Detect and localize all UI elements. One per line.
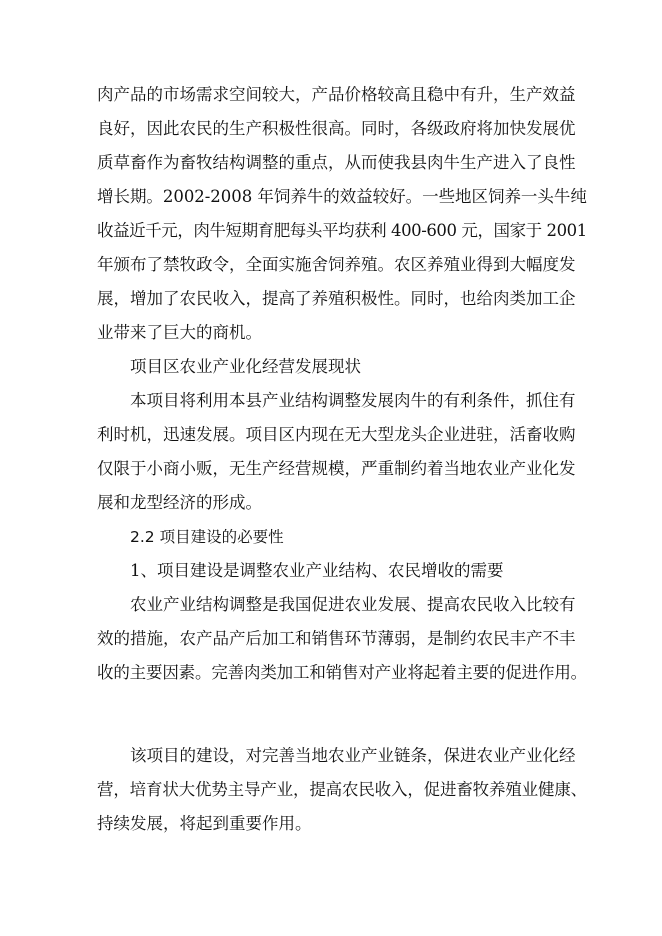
text-line: 展和龙型经济的形成。 xyxy=(97,493,262,512)
text-line: 仅限于小商小贩，无生产经营规模，严重制约着当地农业产业化发 xyxy=(97,459,576,478)
paragraph-gap xyxy=(97,690,587,739)
text-line: 本项目将利用本县产业结构调整发展肉牛的有利条件，抓住有 xyxy=(130,391,576,410)
text-line: 利时机，迅速发展。项目区内现在无大型龙头企业进驻，活畜收购 xyxy=(97,425,576,444)
subsection-title: 1、项目建设是调整农业产业结构、农民增收的需要 xyxy=(130,561,504,580)
text-line: 营，培育状大优势主导产业，提高农民收入，促进畜牧养殖业健康、 xyxy=(97,780,588,799)
text-line: 农业产业结构调整是我国促进农业发展、提高农民收入比较有 xyxy=(130,595,576,614)
text-line: 质草畜作为畜牧结构调整的重点，从而使我县肉牛生产进入了良性 xyxy=(97,153,576,172)
text-line: 肉产品的市场需求空间较大，产品价格较高且稳中有升，生产效益 xyxy=(97,85,576,104)
document-body xyxy=(97,78,587,841)
text-line: 效的措施，农产品产后加工和销售环节薄弱，是制约农民丰产不丰 xyxy=(97,629,576,648)
text-line: 良好，因此农民的生产积极性很高。同时，各级政府将加快发展优 xyxy=(97,119,576,138)
text-line: 增长期。2002-2008 年饲养牛的效益较好。一些地区饲养一头牛纯 xyxy=(97,187,587,206)
section-title-2-2: 2.2 项目建设的必要性 xyxy=(130,528,284,546)
text-line: 展，增加了农民收入，提高了养殖积极性。同时，也给肉类加工企 xyxy=(97,289,576,308)
text-line: 年颁布了禁牧政令，全面实施舍饲养殖。农区养殖业得到大幅度发 xyxy=(97,255,576,274)
section-heading: 项目区农业产业化经营发展现状 xyxy=(130,357,361,376)
text-line: 收益近千元，肉牛短期育肥每头平均获利 400-600 元，国家于 2001 xyxy=(97,221,587,240)
text-line: 收的主要因素。完善肉类加工和销售对产业将起着主要的促进作用。 xyxy=(97,663,588,682)
text-line: 该项目的建设，对完善当地农业产业链条，保进农业产业化经 xyxy=(130,746,576,765)
text-line: 持续发展，将起到重要作用。 xyxy=(97,814,312,833)
text-line: 业带来了巨大的商机。 xyxy=(97,323,262,342)
